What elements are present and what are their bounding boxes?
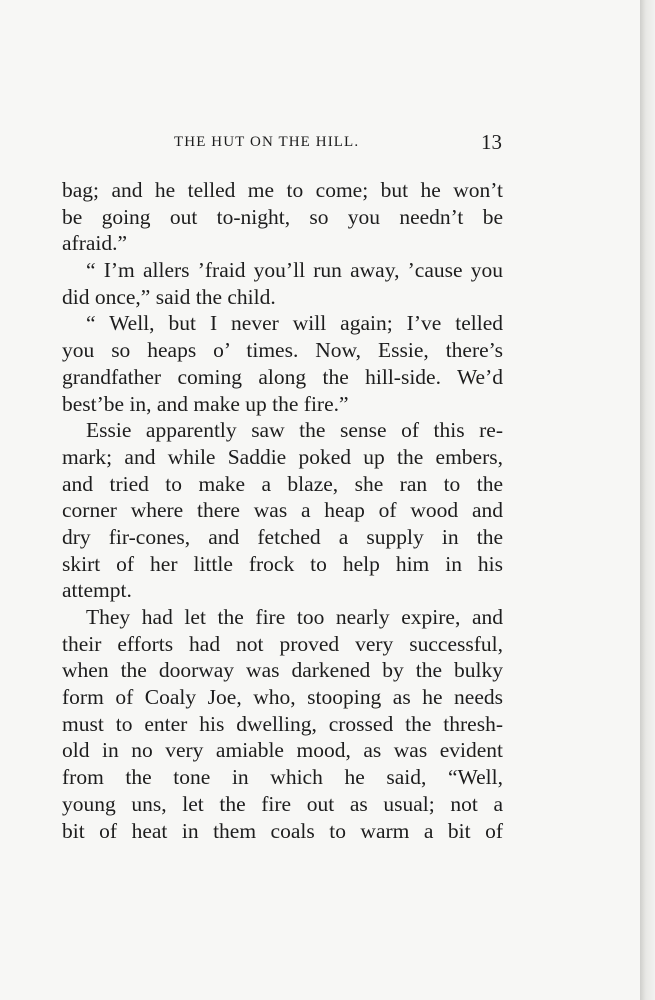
text-line: you so heaps o’ times. Now, Essie, there’s bbox=[62, 338, 503, 363]
text-line: attempt. bbox=[62, 578, 132, 603]
text-line: and tried to make a blaze, she ran to the bbox=[62, 471, 503, 496]
text-line: Essie apparently saw the sense of this re- bbox=[86, 418, 503, 443]
text-line: mark; and while Saddie poked up the embers, bbox=[62, 444, 503, 469]
text-line: must to enter his dwelling, crossed the thresh- bbox=[62, 711, 503, 736]
text-line: form of Coaly Joe, who, stooping as he needs bbox=[62, 685, 503, 710]
text-line: “ I’m allers ’fraid you’ll run away, ’cause you bbox=[86, 258, 503, 283]
text-line: their efforts had not proved very successful, bbox=[62, 631, 503, 656]
text-line: did once,” said the child. bbox=[62, 284, 276, 309]
text-line: be going out to-night, so you needn’t be bbox=[62, 204, 503, 229]
text-line: bit of heat in them coals to warm a bit of bbox=[62, 818, 503, 843]
text-line: dry fir-cones, and fetched a supply in the bbox=[62, 524, 503, 549]
text-line: best’be in, and make up the fire.” bbox=[62, 391, 349, 416]
running-head bbox=[62, 132, 502, 156]
text-line: old in no very amiable mood, as was evident bbox=[62, 738, 503, 763]
text-line: young uns, let the fire out as usual; not a bbox=[62, 791, 503, 816]
text-line: They had let the fire too nearly expire, and bbox=[86, 605, 503, 629]
text-line: corner where there was a heap of wood and bbox=[62, 498, 503, 523]
text-line: afraid.” bbox=[62, 231, 128, 256]
text-line: when the doorway was darkened by the bulky bbox=[62, 658, 503, 683]
text-line: “ Well, but I never will again; I’ve telled bbox=[86, 311, 503, 336]
running-head-title: THE HUT ON THE HILL. bbox=[174, 134, 360, 150]
body-text bbox=[62, 177, 503, 844]
page-edge-shadow bbox=[640, 0, 655, 1000]
text-line: from the tone in which he said, “Well, bbox=[62, 765, 503, 790]
text-line: bag; and he telled me to come; but he won’t bbox=[62, 178, 503, 202]
text-line: grandfather coming along the hill-side. We’d bbox=[62, 364, 503, 389]
page-number: 13 bbox=[481, 130, 502, 154]
text-line: skirt of her little frock to help him in his bbox=[62, 551, 503, 576]
